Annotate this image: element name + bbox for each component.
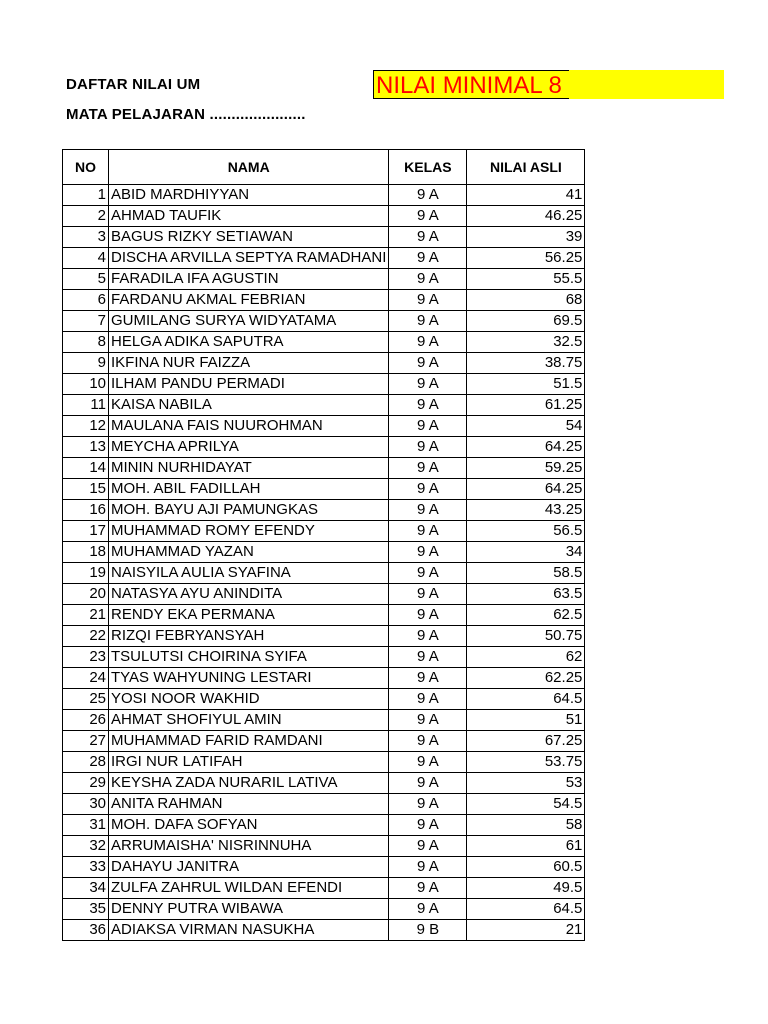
table-row xyxy=(63,752,585,773)
cell-kelas: 9 A xyxy=(389,332,467,353)
cell-nilai: 54 xyxy=(467,416,585,437)
cell-nilai: 62.25 xyxy=(467,668,585,689)
cell-nilai: 58.5 xyxy=(467,563,585,584)
subject-label: MATA PELAJARAN ...................... xyxy=(66,106,306,123)
cell-kelas: 9 A xyxy=(389,521,467,542)
table-row xyxy=(63,773,585,794)
cell-nilai: 21 xyxy=(467,920,585,941)
cell-nama: DAHAYU JANITRA xyxy=(109,857,389,878)
cell-nilai: 61 xyxy=(467,836,585,857)
cell-nilai: 50.75 xyxy=(467,626,585,647)
table-row xyxy=(63,731,585,752)
cell-nilai: 38.75 xyxy=(467,353,585,374)
cell-kelas: 9 A xyxy=(389,773,467,794)
cell-nilai: 46.25 xyxy=(467,206,585,227)
column-header-kelas: KELAS xyxy=(389,150,467,185)
cell-nama: AHMAD TAUFIK xyxy=(109,206,389,227)
cell-nilai: 62 xyxy=(467,647,585,668)
table-row xyxy=(63,458,585,479)
table-row xyxy=(63,395,585,416)
cell-no: 36 xyxy=(63,920,109,941)
cell-nilai: 39 xyxy=(467,227,585,248)
cell-kelas: 9 A xyxy=(389,227,467,248)
cell-nama: IRGI NUR LATIFAH xyxy=(109,752,389,773)
cell-no: 35 xyxy=(63,899,109,920)
cell-nilai: 68 xyxy=(467,290,585,311)
cell-nama: MOH. DAFA SOFYAN xyxy=(109,815,389,836)
cell-kelas: 9 A xyxy=(389,605,467,626)
cell-no: 21 xyxy=(63,605,109,626)
cell-nilai: 41 xyxy=(467,185,585,206)
table-row xyxy=(63,311,585,332)
cell-no: 3 xyxy=(63,227,109,248)
table-row xyxy=(63,353,585,374)
table-row xyxy=(63,710,585,731)
column-header-no: NO xyxy=(63,150,109,185)
cell-nilai: 55.5 xyxy=(467,269,585,290)
cell-nilai: 56.5 xyxy=(467,521,585,542)
cell-no: 7 xyxy=(63,311,109,332)
cell-no: 15 xyxy=(63,479,109,500)
cell-kelas: 9 A xyxy=(389,647,467,668)
cell-no: 26 xyxy=(63,710,109,731)
cell-kelas: 9 A xyxy=(389,584,467,605)
cell-nilai: 60.5 xyxy=(467,857,585,878)
cell-nilai: 62.5 xyxy=(467,605,585,626)
cell-nama: ANITA RAHMAN xyxy=(109,794,389,815)
table-row xyxy=(63,626,585,647)
cell-kelas: 9 A xyxy=(389,500,467,521)
table-body xyxy=(63,185,585,941)
minimum-score-note: NILAI MINIMAL 8 xyxy=(373,70,569,99)
cell-nilai: 53 xyxy=(467,773,585,794)
cell-nama: IKFINA NUR FAIZZA xyxy=(109,353,389,374)
cell-no: 23 xyxy=(63,647,109,668)
cell-nama: BAGUS RIZKY SETIAWAN xyxy=(109,227,389,248)
grades-table xyxy=(62,149,585,941)
cell-no: 22 xyxy=(63,626,109,647)
cell-nama: RIZQI FEBRYANSYAH xyxy=(109,626,389,647)
table-row xyxy=(63,689,585,710)
cell-nama: MUHAMMAD FARID RAMDANI xyxy=(109,731,389,752)
cell-kelas: 9 A xyxy=(389,395,467,416)
cell-nilai: 54.5 xyxy=(467,794,585,815)
table-row xyxy=(63,899,585,920)
cell-kelas: 9 A xyxy=(389,857,467,878)
table-row xyxy=(63,563,585,584)
cell-nilai: 64.5 xyxy=(467,689,585,710)
table-row xyxy=(63,542,585,563)
table-row xyxy=(63,836,585,857)
table-row xyxy=(63,521,585,542)
cell-no: 29 xyxy=(63,773,109,794)
cell-kelas: 9 A xyxy=(389,626,467,647)
cell-kelas: 9 A xyxy=(389,836,467,857)
cell-nama: MOH. ABIL FADILLAH xyxy=(109,479,389,500)
table-row xyxy=(63,248,585,269)
cell-kelas: 9 A xyxy=(389,668,467,689)
cell-nama: MUHAMMAD ROMY EFENDY xyxy=(109,521,389,542)
table-row xyxy=(63,815,585,836)
cell-nama: MININ NURHIDAYAT xyxy=(109,458,389,479)
cell-kelas: 9 A xyxy=(389,731,467,752)
cell-nama: NATASYA AYU ANINDITA xyxy=(109,584,389,605)
cell-kelas: 9 A xyxy=(389,563,467,584)
cell-nilai: 61.25 xyxy=(467,395,585,416)
cell-nama: TYAS WAHYUNING LESTARI xyxy=(109,668,389,689)
cell-no: 32 xyxy=(63,836,109,857)
cell-kelas: 9 A xyxy=(389,542,467,563)
cell-no: 30 xyxy=(63,794,109,815)
cell-no: 19 xyxy=(63,563,109,584)
cell-kelas: 9 A xyxy=(389,689,467,710)
cell-kelas: 9 A xyxy=(389,794,467,815)
cell-kelas: 9 A xyxy=(389,899,467,920)
cell-nama: DENNY PUTRA WIBAWA xyxy=(109,899,389,920)
cell-kelas: 9 A xyxy=(389,878,467,899)
table-row xyxy=(63,185,585,206)
cell-no: 17 xyxy=(63,521,109,542)
cell-no: 20 xyxy=(63,584,109,605)
cell-kelas: 9 A xyxy=(389,248,467,269)
cell-no: 28 xyxy=(63,752,109,773)
cell-nilai: 64.25 xyxy=(467,437,585,458)
cell-no: 1 xyxy=(63,185,109,206)
cell-nama: GUMILANG SURYA WIDYATAMA xyxy=(109,311,389,332)
column-header-nama: NAMA xyxy=(109,150,389,185)
cell-nilai: 59.25 xyxy=(467,458,585,479)
cell-nama: AHMAT SHOFIYUL AMIN xyxy=(109,710,389,731)
cell-kelas: 9 A xyxy=(389,185,467,206)
cell-nilai: 34 xyxy=(467,542,585,563)
cell-nama: KEYSHA ZADA NURARIL LATIVA xyxy=(109,773,389,794)
cell-nama: FARDANU AKMAL FEBRIAN xyxy=(109,290,389,311)
cell-nilai: 67.25 xyxy=(467,731,585,752)
cell-nilai: 64.5 xyxy=(467,899,585,920)
cell-no: 12 xyxy=(63,416,109,437)
cell-no: 4 xyxy=(63,248,109,269)
cell-nilai: 53.75 xyxy=(467,752,585,773)
cell-no: 14 xyxy=(63,458,109,479)
cell-kelas: 9 A xyxy=(389,752,467,773)
cell-nama: KAISA NABILA xyxy=(109,395,389,416)
cell-kelas: 9 B xyxy=(389,920,467,941)
table-row xyxy=(63,332,585,353)
cell-nama: ARRUMAISHA' NISRINNUHA xyxy=(109,836,389,857)
cell-kelas: 9 A xyxy=(389,311,467,332)
cell-nilai: 64.25 xyxy=(467,479,585,500)
cell-no: 34 xyxy=(63,878,109,899)
cell-no: 33 xyxy=(63,857,109,878)
cell-nama: ILHAM PANDU PERMADI xyxy=(109,374,389,395)
cell-kelas: 9 A xyxy=(389,269,467,290)
cell-no: 16 xyxy=(63,500,109,521)
cell-nilai: 43.25 xyxy=(467,500,585,521)
cell-nama: ADIAKSA VIRMAN NASUKHA xyxy=(109,920,389,941)
cell-no: 18 xyxy=(63,542,109,563)
cell-nilai: 49.5 xyxy=(467,878,585,899)
cell-kelas: 9 A xyxy=(389,815,467,836)
cell-nama: MEYCHA APRILYA xyxy=(109,437,389,458)
cell-nilai: 69.5 xyxy=(467,311,585,332)
cell-nama: MOH. BAYU AJI PAMUNGKAS xyxy=(109,500,389,521)
table-row xyxy=(63,269,585,290)
cell-no: 24 xyxy=(63,668,109,689)
cell-nilai: 51 xyxy=(467,710,585,731)
table-row xyxy=(63,416,585,437)
cell-no: 2 xyxy=(63,206,109,227)
table-header-row xyxy=(63,150,585,185)
cell-nama: TSULUTSI CHOIRINA SYIFA xyxy=(109,647,389,668)
cell-nama: MUHAMMAD YAZAN xyxy=(109,542,389,563)
cell-nama: HELGA ADIKA SAPUTRA xyxy=(109,332,389,353)
table-row xyxy=(63,500,585,521)
cell-nama: MAULANA FAIS NUUROHMAN xyxy=(109,416,389,437)
cell-nilai: 58 xyxy=(467,815,585,836)
column-header-nilai: NILAI ASLI xyxy=(467,150,585,185)
cell-no: 10 xyxy=(63,374,109,395)
table-row xyxy=(63,479,585,500)
table-row xyxy=(63,290,585,311)
table-row xyxy=(63,920,585,941)
cell-no: 31 xyxy=(63,815,109,836)
cell-no: 5 xyxy=(63,269,109,290)
cell-kelas: 9 A xyxy=(389,479,467,500)
cell-nama: NAISYILA AULIA SYAFINA xyxy=(109,563,389,584)
table-row xyxy=(63,206,585,227)
cell-no: 13 xyxy=(63,437,109,458)
table-row xyxy=(63,227,585,248)
cell-kelas: 9 A xyxy=(389,290,467,311)
cell-no: 8 xyxy=(63,332,109,353)
table-row xyxy=(63,668,585,689)
table-row xyxy=(63,437,585,458)
table-row xyxy=(63,857,585,878)
cell-nama: ABID MARDHIYYAN xyxy=(109,185,389,206)
cell-kelas: 9 A xyxy=(389,206,467,227)
table-row xyxy=(63,374,585,395)
cell-kelas: 9 A xyxy=(389,458,467,479)
sheet-title: DAFTAR NILAI UM xyxy=(66,76,201,93)
cell-nilai: 51.5 xyxy=(467,374,585,395)
table-row xyxy=(63,647,585,668)
cell-kelas: 9 A xyxy=(389,353,467,374)
cell-nilai: 56.25 xyxy=(467,248,585,269)
table-row xyxy=(63,605,585,626)
cell-no: 6 xyxy=(63,290,109,311)
table-row xyxy=(63,878,585,899)
cell-no: 25 xyxy=(63,689,109,710)
cell-nilai: 32.5 xyxy=(467,332,585,353)
cell-no: 27 xyxy=(63,731,109,752)
cell-kelas: 9 A xyxy=(389,374,467,395)
cell-kelas: 9 A xyxy=(389,710,467,731)
cell-no: 9 xyxy=(63,353,109,374)
cell-no: 11 xyxy=(63,395,109,416)
cell-nama: RENDY EKA PERMANA xyxy=(109,605,389,626)
cell-nama: ZULFA ZAHRUL WILDAN EFENDI xyxy=(109,878,389,899)
cell-nama: FARADILA IFA AGUSTIN xyxy=(109,269,389,290)
cell-kelas: 9 A xyxy=(389,416,467,437)
cell-nilai: 63.5 xyxy=(467,584,585,605)
table-row xyxy=(63,584,585,605)
cell-kelas: 9 A xyxy=(389,437,467,458)
cell-nama: YOSI NOOR WAKHID xyxy=(109,689,389,710)
cell-nama: DISCHA ARVILLA SEPTYA RAMADHANI xyxy=(109,248,389,269)
table-row xyxy=(63,794,585,815)
